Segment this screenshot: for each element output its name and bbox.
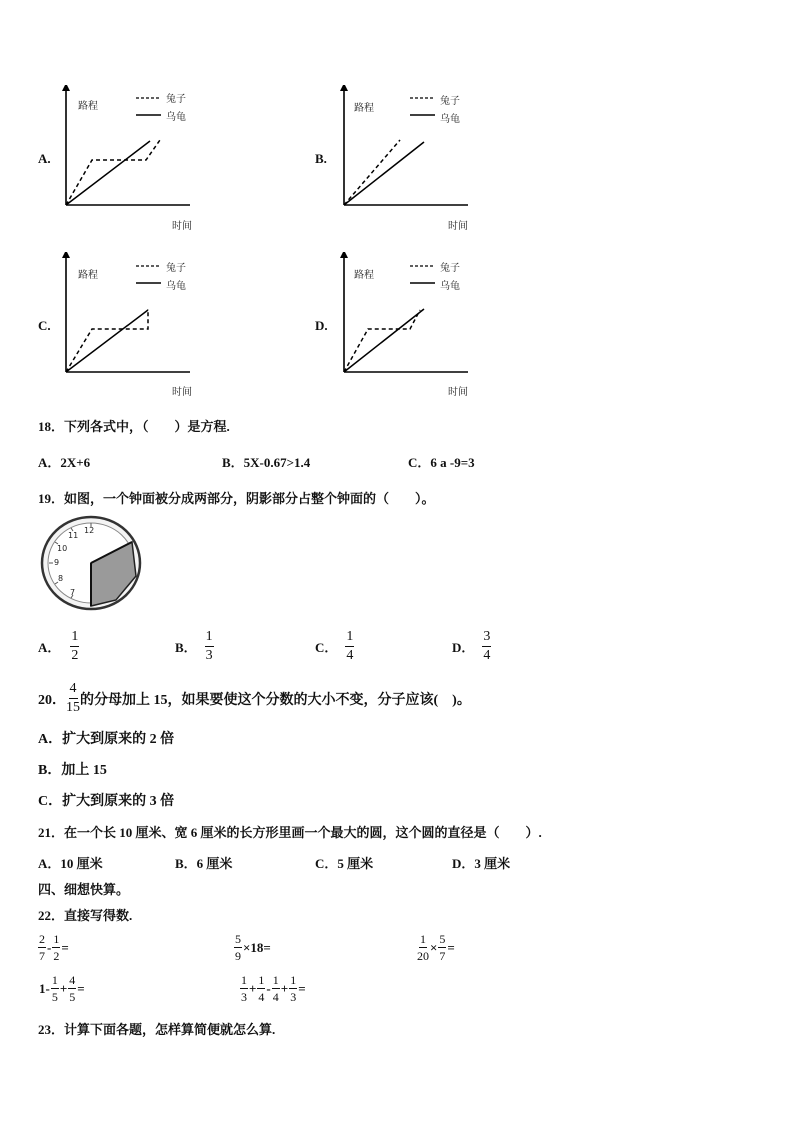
q20-num: 4	[69, 682, 78, 699]
graph-c	[58, 252, 208, 402]
q22-item-1-frac-2	[52, 933, 60, 962]
q23-text: 23．计算下面各题，怎样算简便就怎么算.	[38, 1022, 276, 1037]
q22-item-2-op-1: ×18=	[243, 939, 271, 955]
graph-c-legend-rabbit: 兔子	[166, 263, 186, 274]
graph-d-y-label: 路程	[354, 270, 374, 281]
q21-option-a: A．10 厘米	[38, 856, 103, 871]
q22-item-5-frac-1-den: 3	[241, 990, 247, 1004]
q22-item-1-frac-2-num: 1	[53, 932, 60, 946]
q22-item-2-frac-1	[234, 933, 242, 962]
clock-num-7: 7	[70, 588, 76, 597]
graph-b-legend-rabbit: 兔子	[440, 96, 460, 107]
q19-option-a-label: A．	[38, 640, 61, 655]
q22-item-3-frac-2-den: 7	[439, 949, 446, 963]
q19-option-d-label: D．	[452, 640, 475, 655]
q20-text: 的分母加上 15，如果要使这个分数的大小不变，分子应该( )。	[80, 692, 471, 708]
q19-option-a-num: 1	[70, 630, 79, 647]
q19-option-c-den: 4	[346, 648, 354, 663]
q18-text: 18．下列各式中，（ ）是方程.	[38, 419, 230, 434]
q22-item-5-frac-1	[240, 974, 248, 1003]
q22-item-1-frac-1-num: 2	[39, 932, 45, 946]
graph-c-x-label: 时间	[172, 387, 192, 398]
graph-d-label: D.	[315, 318, 328, 333]
q22-item-4-op-2: +	[59, 980, 68, 996]
q22-item-5-frac-2	[257, 974, 265, 1003]
q22-item-5-frac-2-num: 1	[258, 973, 265, 987]
q22-item-3-frac-1-den: 20	[417, 949, 429, 963]
clock-num-12: 12	[84, 526, 95, 535]
graph-c-turtle-line	[66, 310, 148, 372]
graph-d	[336, 252, 486, 402]
q19-option-d-fraction	[482, 630, 491, 663]
q20-fraction	[66, 682, 80, 715]
graph-b-rabbit-line	[344, 140, 400, 205]
q19-option-d	[452, 630, 491, 663]
graph-b	[336, 85, 486, 235]
q22-item-2-frac-1-den: 9	[235, 949, 241, 963]
q22-item-4-frac-2	[68, 974, 76, 1003]
graph-d-x-label: 时间	[448, 387, 468, 398]
clock-figure	[40, 514, 144, 614]
q22-item-4-op-3: =	[77, 980, 85, 996]
q22-item-5-frac-3-num: 1	[272, 973, 279, 987]
q20-option-a: A．扩大到原来的 2 倍	[38, 732, 175, 747]
graph-a-legend-rabbit: 兔子	[166, 94, 186, 105]
q21-option-b: B．6 厘米	[175, 856, 233, 871]
q22-item-5-op-4: =	[298, 980, 306, 996]
q19-option-b-num: 1	[205, 630, 214, 647]
q20-line	[38, 682, 471, 715]
q19-option-c-num: 1	[345, 630, 354, 647]
q19-option-c-fraction	[345, 630, 354, 663]
graph-a	[58, 85, 208, 235]
clock-num-11: 11	[68, 531, 79, 540]
q22-item-5	[240, 974, 307, 1003]
q22-item-5-frac-4-num: 1	[290, 973, 297, 987]
q19-option-c-label: C．	[315, 640, 338, 655]
q22-item-3-frac-1	[417, 933, 429, 962]
graph-b-legend-turtle: 乌龟	[440, 114, 460, 125]
q22-item-5-frac-4	[289, 974, 297, 1003]
q22-item-5-frac-2-den: 4	[258, 990, 265, 1004]
q22-item-5-frac-4-den: 3	[290, 990, 297, 1004]
q22-item-4-frac-1-num: 1	[51, 973, 58, 987]
q22-item-3-frac-1-num: 1	[420, 932, 426, 946]
q22-text: 22．直接写得数.	[38, 908, 133, 923]
q22-item-3-frac-2	[438, 933, 446, 962]
q22-item-4	[38, 974, 86, 1003]
q22-item-4-frac-1	[51, 974, 59, 1003]
q22-item-5-op-3: +	[280, 980, 289, 996]
graph-c-y-label: 路程	[78, 270, 98, 281]
q21-text: 21．在一个长 10 厘米、宽 6 厘米的长方形里画一个最大的圆，这个圆的直径是（ ）.	[38, 825, 542, 840]
graph-d-turtle-line	[344, 309, 424, 372]
graph-a-legend-turtle: 乌龟	[166, 112, 186, 123]
q22-item-5-op-1: +	[249, 980, 257, 996]
q22-item-4-op-1: 1-	[39, 980, 50, 996]
q22-item-5-frac-3	[272, 974, 280, 1003]
q22-item-1-op-2: =	[61, 939, 69, 955]
graph-a-turtle-line	[66, 141, 150, 205]
graph-d-legend-rabbit: 兔子	[440, 263, 460, 274]
clock-num-8: 8	[58, 574, 64, 583]
q19-option-b-den: 3	[205, 648, 213, 663]
q22-item-2-frac-1-num: 5	[235, 932, 241, 946]
q22-item-2	[234, 933, 272, 962]
q22-item-5-frac-3-den: 4	[272, 990, 279, 1004]
q19-option-b-fraction	[205, 630, 214, 663]
q22-item-1-frac-1	[38, 933, 46, 962]
graph-d-legend-turtle: 乌龟	[440, 281, 460, 292]
clock-num-10: 10	[57, 544, 68, 553]
q22-item-5-op-2: -	[266, 980, 271, 996]
q19-option-a-fraction	[70, 630, 79, 663]
q22-item-4-frac-2-num: 4	[69, 973, 76, 987]
graph-a-x-label: 时间	[172, 221, 192, 232]
graph-a-rabbit-line	[66, 140, 160, 205]
q19-option-a	[38, 630, 79, 663]
q19-option-d-num: 3	[482, 630, 491, 647]
q22-item-5-frac-1-num: 1	[241, 973, 247, 987]
q22-item-1-op-1: -	[47, 939, 52, 955]
q19-option-a-den: 2	[71, 648, 79, 663]
q22-item-3	[417, 933, 456, 962]
q19-option-d-den: 4	[483, 648, 491, 663]
graph-a-label: A.	[38, 151, 51, 166]
graph-b-y-label: 路程	[354, 103, 374, 114]
graph-c-legend-turtle: 乌龟	[166, 281, 186, 292]
q21-option-c: C．5 厘米	[315, 856, 374, 871]
graph-c-label: C.	[38, 318, 51, 333]
graph-b-label: B.	[315, 151, 327, 166]
q19-option-b-label: B．	[175, 640, 197, 655]
graph-a-y-label: 路程	[78, 101, 98, 112]
graph-b-turtle-line	[344, 142, 424, 205]
q22-item-1	[38, 933, 70, 962]
q18-option-b: B．5X-0.67>1.4	[222, 455, 311, 470]
q19-text: 19．如图，一个钟面被分成两部分，阴影部分占整个钟面的（ ）。	[38, 491, 435, 506]
q22-item-1-frac-2-den: 2	[53, 949, 60, 963]
q22-item-1-frac-1-den: 7	[39, 949, 45, 963]
q18-option-a: A．2X+6	[38, 455, 91, 470]
q22-item-4-frac-2-den: 5	[69, 990, 76, 1004]
q20-option-b: B．加上 15	[38, 763, 107, 778]
q22-item-3-op-1: ×	[430, 939, 438, 955]
q19-option-b	[175, 630, 214, 663]
q22-item-3-op-2: =	[447, 939, 455, 955]
q21-option-d: D．3 厘米	[452, 856, 511, 871]
q22-item-4-frac-1-den: 5	[51, 990, 58, 1004]
graph-b-x-label: 时间	[448, 221, 468, 232]
clock-num-9: 9	[54, 558, 60, 567]
q19-option-c	[315, 630, 354, 663]
q20-option-c: C．扩大到原来的 3 倍	[38, 794, 175, 809]
q20-number: 20．	[38, 692, 66, 708]
q22-item-3-frac-2-num: 5	[439, 932, 446, 946]
q18-option-c: C．6 a -9=3	[408, 455, 475, 470]
section-heading: 四、细想快算。	[38, 882, 130, 897]
q20-den: 15	[66, 700, 80, 715]
